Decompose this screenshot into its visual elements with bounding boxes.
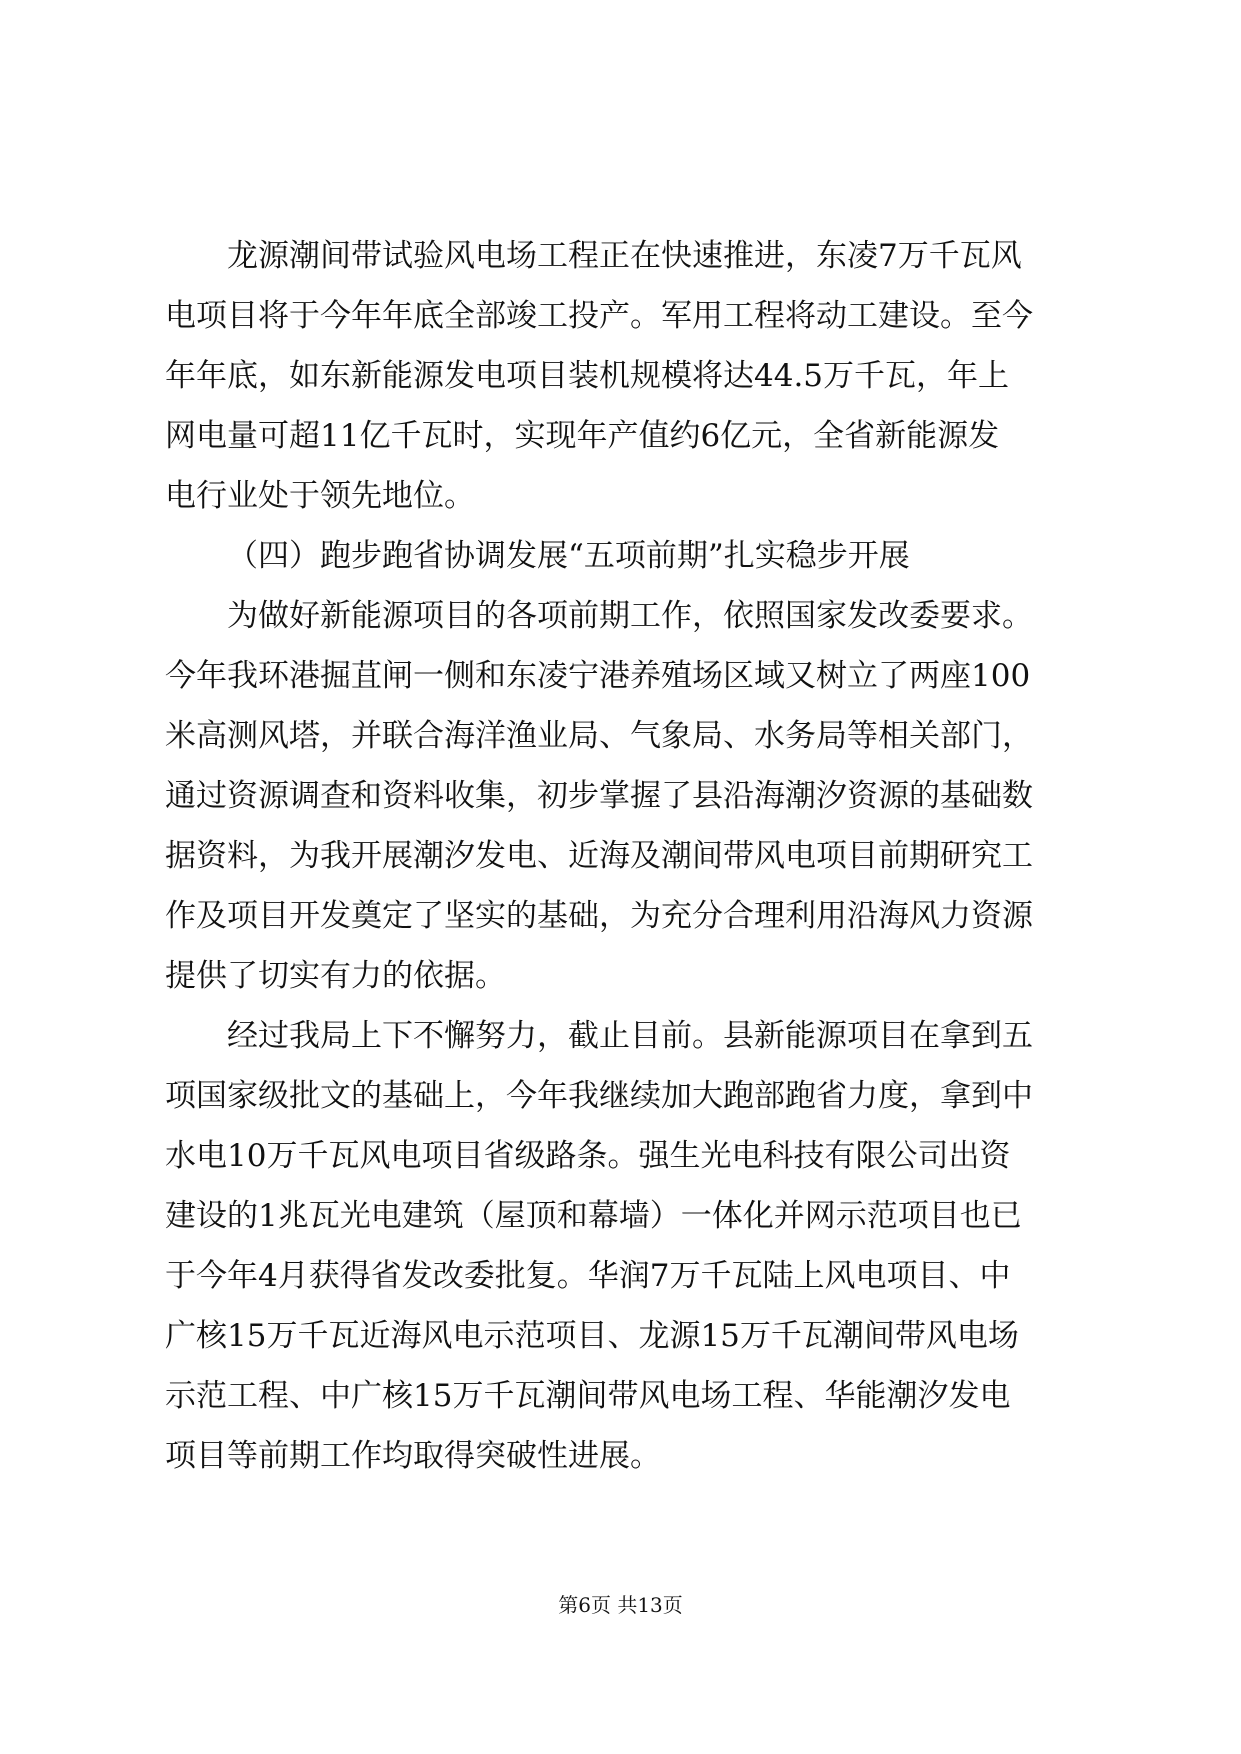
- paragraph-line: 广核15万千瓦近海风电示范项目、龙源15万千瓦潮间带风电场: [165, 1318, 1019, 1354]
- paragraph-line: 通过资源调查和资料收集，初步掌握了县沿海潮汐资源的基础数: [165, 778, 1033, 814]
- paragraph-line: 经过我局上下不懈努力，截止目前。县新能源项目在拿到五: [227, 1018, 1033, 1054]
- paragraph-line: 项目等前期工作均取得突破性进展。: [165, 1438, 661, 1474]
- page-number-footer: 第6页 共13页: [558, 1593, 683, 1617]
- paragraph-line: 今年我环港掘苴闸一侧和东凌宁港养殖场区域又树立了两座100: [165, 658, 1031, 694]
- paragraph-line: 提供了切实有力的依据。: [165, 958, 506, 994]
- paragraph-2: [165, 586, 1085, 1006]
- paragraph-1: [165, 226, 1085, 526]
- paragraph-line: 水电10万千瓦风电项目省级路条。强生光电科技有限公司出资: [165, 1138, 1011, 1174]
- paragraph-line: 据资料，为我开展潮汐发电、近海及潮间带风电项目前期研究工: [165, 838, 1033, 874]
- paragraph-line: 网电量可超11亿千瓦时，实现年产值约6亿元，全省新能源发: [165, 418, 1000, 454]
- paragraph-line: 于今年4月获得省发改委批复。华润7万千瓦陆上风电项目、中: [165, 1258, 1011, 1294]
- paragraph-line: 项国家级批文的基础上，今年我继续加大跑部跑省力度，拿到中: [165, 1078, 1033, 1114]
- section-heading-text: （四）跑步跑省协调发展“五项前期”扎实稳步开展: [227, 538, 910, 574]
- paragraph-line: 电项目将于今年年底全部竣工投产。军用工程将动工建设。至今: [165, 298, 1033, 334]
- paragraph-line: 建设的1兆瓦光电建筑（屋顶和幕墙）一体化并网示范项目也已: [165, 1198, 1022, 1234]
- paragraph-line: 年年底，如东新能源发电项目装机规模将达44.5万千瓦，年上: [165, 358, 1010, 394]
- paragraph-line: 为做好新能源项目的各项前期工作，依照国家发改委要求。: [227, 598, 1033, 634]
- paragraph-3: [165, 1006, 1085, 1486]
- paragraph-line: 龙源潮间带试验风电场工程正在快速推进，东凌7万千瓦风: [227, 238, 1022, 274]
- paragraph-line: 作及项目开发奠定了坚实的基础，为充分合理利用沿海风力资源: [165, 898, 1033, 934]
- document-body: [165, 226, 1085, 1486]
- paragraph-line: 电行业处于领先地位。: [165, 478, 475, 514]
- paragraph-line: 米高测风塔，并联合海洋渔业局、气象局、水务局等相关部门，: [165, 718, 1033, 754]
- section-heading: [165, 526, 1085, 586]
- paragraph-line: 示范工程、中广核15万千瓦潮间带风电场工程、华能潮汐发电: [165, 1378, 1011, 1414]
